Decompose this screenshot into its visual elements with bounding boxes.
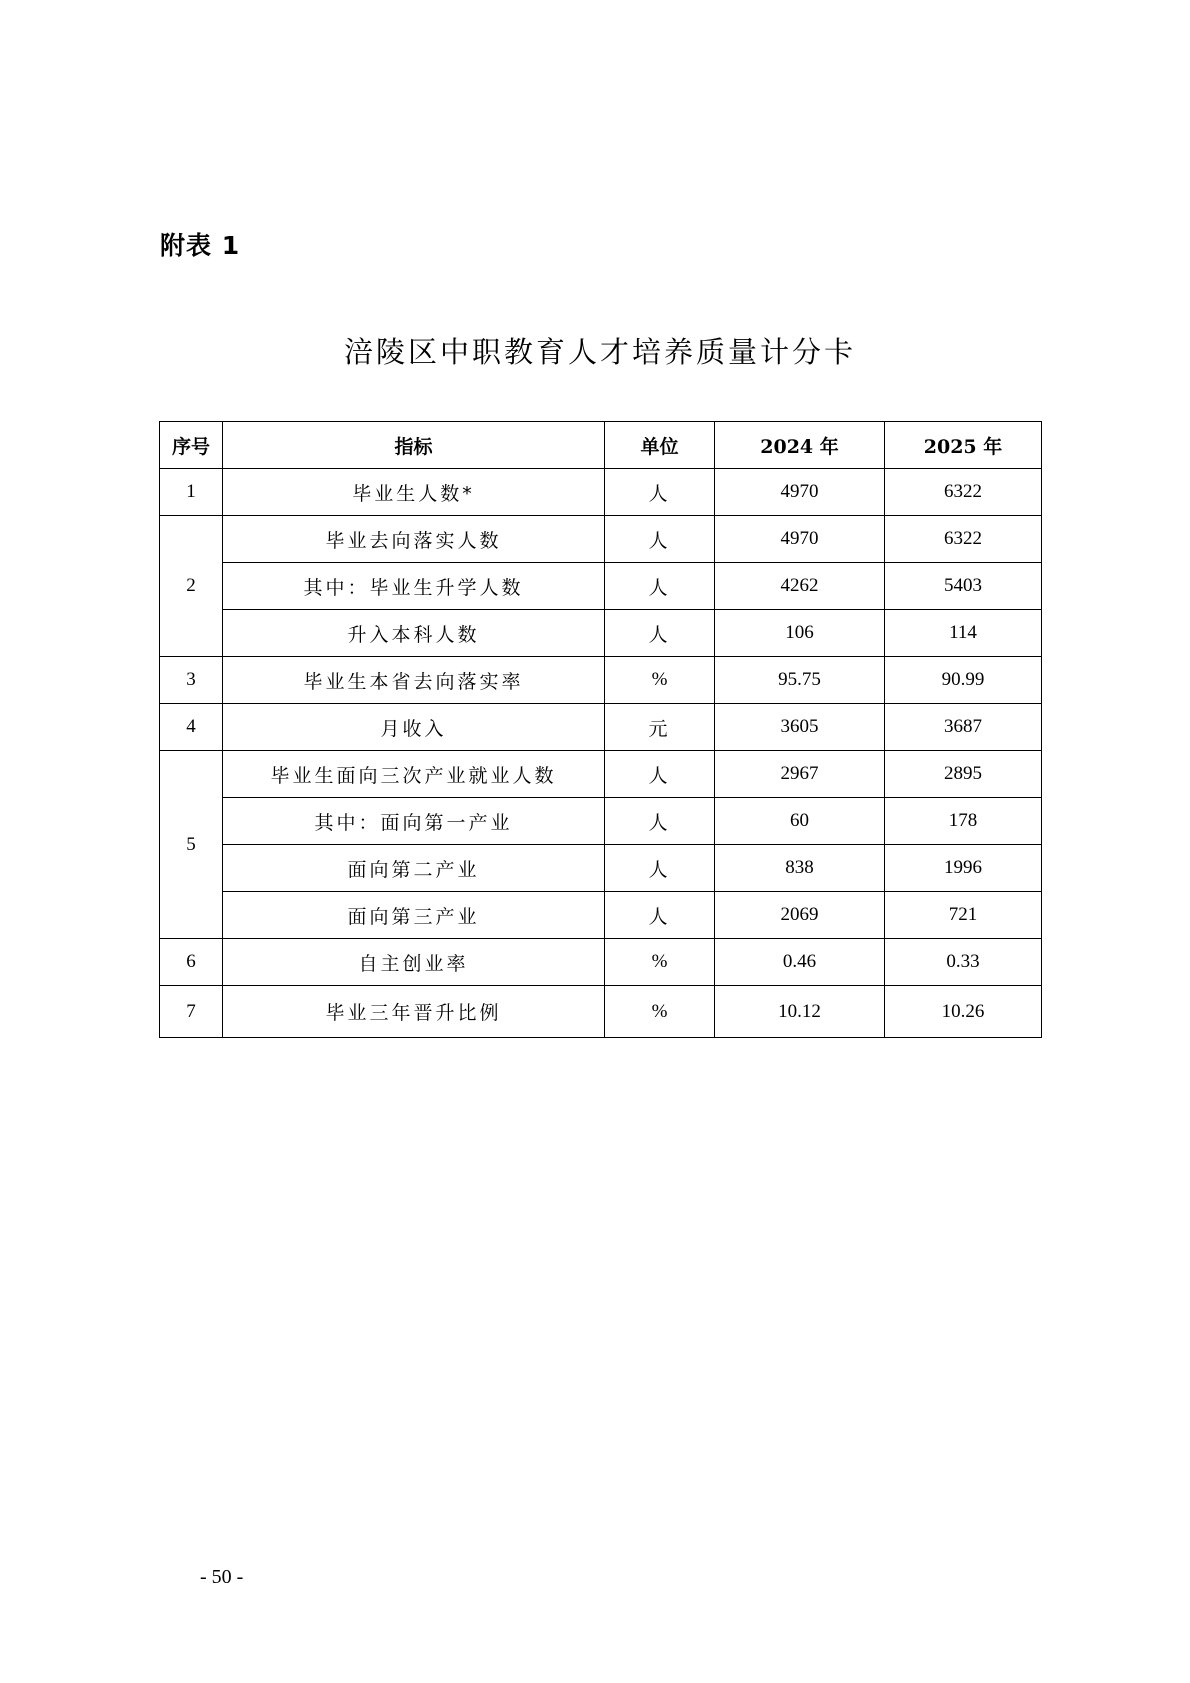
header-unit: 单位: [605, 422, 715, 469]
row-value-2025: 721: [885, 892, 1042, 939]
table-row: [160, 516, 1042, 563]
table-row: [160, 798, 1042, 845]
row-indicator: 其中：毕业生升学人数: [223, 563, 605, 610]
table-row: [160, 704, 1042, 751]
table-row: [160, 469, 1042, 516]
row-value-2024: 4262: [715, 563, 885, 610]
table-row: [160, 939, 1042, 986]
row-indicator: 自主创业率: [223, 939, 605, 986]
row-no: 1: [160, 469, 223, 516]
row-indicator: 毕业去向落实人数: [223, 516, 605, 563]
table-row: [160, 563, 1042, 610]
row-indicator: 面向第二产业: [223, 845, 605, 892]
row-value-2024: 838: [715, 845, 885, 892]
row-value-2024: 10.12: [715, 986, 885, 1038]
row-value-2024: 60: [715, 798, 885, 845]
row-value-2025: 1996: [885, 845, 1042, 892]
row-unit: 人: [605, 563, 715, 610]
appendix-label: 附表 1: [160, 231, 241, 260]
row-indicator: 月收入: [223, 704, 605, 751]
row-value-2024: 0.46: [715, 939, 885, 986]
row-indicator: 其中：面向第一产业: [223, 798, 605, 845]
table-header-row: [160, 422, 1042, 469]
row-value-2024: 3605: [715, 704, 885, 751]
header-2024: 2024 年: [715, 422, 885, 469]
row-no: 5: [160, 751, 223, 939]
row-indicator: 升入本科人数: [223, 610, 605, 657]
row-unit: 人: [605, 845, 715, 892]
row-value-2025: 178: [885, 798, 1042, 845]
row-value-2024: 106: [715, 610, 885, 657]
row-value-2025: 3687: [885, 704, 1042, 751]
page-number: - 50 -: [200, 1566, 244, 1588]
row-no: 6: [160, 939, 223, 986]
row-no: 2: [160, 516, 223, 657]
row-unit: 人: [605, 516, 715, 563]
row-indicator: 毕业生本省去向落实率: [223, 657, 605, 704]
row-value-2025: 90.99: [885, 657, 1042, 704]
row-value-2024: 2069: [715, 892, 885, 939]
row-value-2025: 6322: [885, 469, 1042, 516]
row-unit: 人: [605, 469, 715, 516]
header-2025: 2025 年: [885, 422, 1042, 469]
row-unit: %: [605, 986, 715, 1038]
row-value-2025: 6322: [885, 516, 1042, 563]
row-value-2025: 114: [885, 610, 1042, 657]
row-unit: %: [605, 939, 715, 986]
row-unit: 元: [605, 704, 715, 751]
row-value-2025: 2895: [885, 751, 1042, 798]
table-row: [160, 986, 1042, 1038]
row-value-2025: 0.33: [885, 939, 1042, 986]
table-row: [160, 845, 1042, 892]
row-unit: 人: [605, 892, 715, 939]
row-unit: 人: [605, 610, 715, 657]
row-no: 3: [160, 657, 223, 704]
row-unit: 人: [605, 751, 715, 798]
table-row: [160, 657, 1042, 704]
row-unit: %: [605, 657, 715, 704]
row-value-2025: 5403: [885, 563, 1042, 610]
row-value-2024: 95.75: [715, 657, 885, 704]
row-unit: 人: [605, 798, 715, 845]
row-indicator: 毕业生人数*: [223, 469, 605, 516]
row-value-2024: 4970: [715, 516, 885, 563]
header-indicator: 指标: [223, 422, 605, 469]
table-row: [160, 751, 1042, 798]
row-indicator: 毕业生面向三次产业就业人数: [223, 751, 605, 798]
header-no: 序号: [160, 422, 223, 469]
row-indicator: 面向第三产业: [223, 892, 605, 939]
row-value-2025: 10.26: [885, 986, 1042, 1038]
row-no: 7: [160, 986, 223, 1038]
row-value-2024: 2967: [715, 751, 885, 798]
table-row: [160, 892, 1042, 939]
row-value-2024: 4970: [715, 469, 885, 516]
table-row: [160, 610, 1042, 657]
document-title: 涪陵区中职教育人才培养质量计分卡: [343, 335, 856, 369]
scorecard-table: [159, 421, 1042, 1038]
row-no: 4: [160, 704, 223, 751]
row-indicator: 毕业三年晋升比例: [223, 986, 605, 1038]
